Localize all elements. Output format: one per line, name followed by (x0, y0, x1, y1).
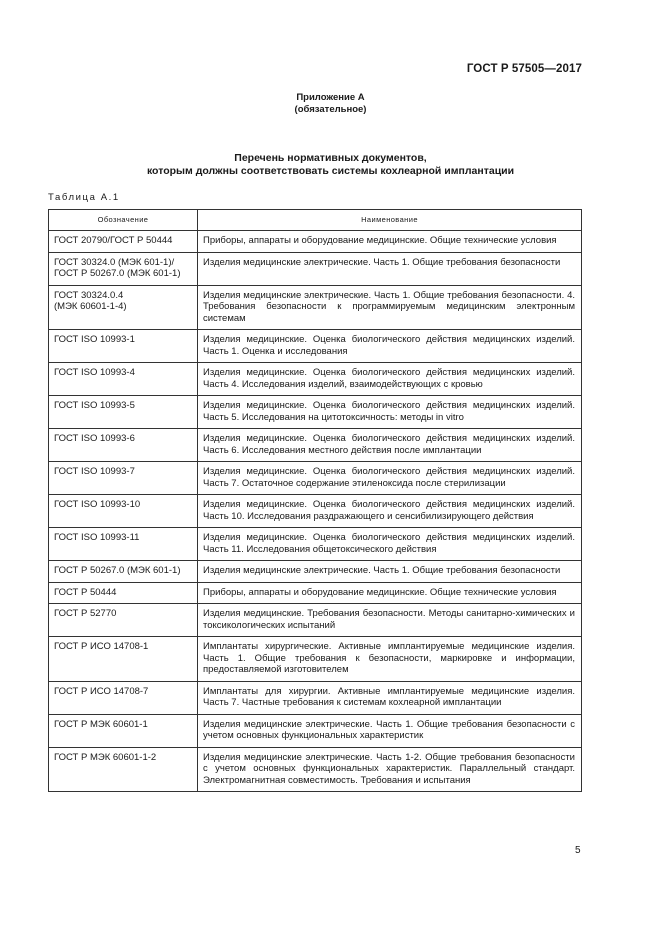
standard-designation: ГОСТ ISO 10993-4 (49, 363, 198, 396)
table-row (49, 681, 582, 714)
appendix-title: Приложение А (296, 92, 365, 103)
table-header-row (49, 210, 582, 231)
standard-name: Изделия медицинские. Оценка биологического действия медицинских изделий. Часть 11. Исследования общетоксического действия (198, 528, 582, 561)
table-row (49, 495, 582, 528)
table-row (49, 252, 582, 285)
table-row (49, 396, 582, 429)
standard-designation: ГОСТ 30324.0 (МЭК 601-1)/ ГОСТ Р 50267.0 (МЭК 601-1) (49, 252, 198, 285)
standard-designation: ГОСТ Р ИСО 14708-1 (49, 637, 198, 682)
table-row (49, 231, 582, 253)
page-number: 5 (575, 845, 581, 856)
table-row (49, 363, 582, 396)
standard-designation: ГОСТ ISO 10993-10 (49, 495, 198, 528)
standard-designation: ГОСТ Р 50444 (49, 582, 198, 604)
standard-name: Изделия медицинские электрические. Часть 1. Общие требования безопасности с учетом основных функциональных характеристик (198, 714, 582, 747)
list-title (0, 152, 661, 178)
standard-designation: ГОСТ Р 52770 (49, 604, 198, 637)
table-row (49, 714, 582, 747)
standard-name: Изделия медицинские электрические. Часть 1. Общие требования безопасности (198, 252, 582, 285)
table-row (49, 561, 582, 583)
standard-designation: ГОСТ ISO 10993-7 (49, 462, 198, 495)
table-label: Таблица А.1 (48, 192, 120, 203)
standards-table (48, 209, 582, 792)
standard-designation: ГОСТ Р МЭК 60601-1 (49, 714, 198, 747)
list-title-line-1: Перечень нормативных документов, (234, 152, 427, 164)
table-row (49, 637, 582, 682)
table-row (49, 604, 582, 637)
appendix-heading (0, 92, 661, 116)
appendix-subtitle: (обязательное) (294, 104, 367, 115)
standard-designation: ГОСТ ISO 10993-11 (49, 528, 198, 561)
standard-name: Имплантаты для хирургии. Активные имплантируемые медицинские изделия. Часть 7. Частные требования к системам кохлеарной имплантации (198, 681, 582, 714)
standard-name: Приборы, аппараты и оборудование медицинские. Общие технические условия (198, 582, 582, 604)
standard-designation: ГОСТ Р МЭК 60601-1-2 (49, 747, 198, 792)
table-row (49, 528, 582, 561)
standard-name: Изделия медицинские. Оценка биологического действия медицинских изделий. Часть 6. Исследования местного действия после имплантации (198, 429, 582, 462)
standard-designation: ГОСТ ISO 10993-5 (49, 396, 198, 429)
standard-name: Изделия медицинские. Оценка биологического действия медицинских изделий. Часть 10. Исследования раздражающего и сенсибилизирующего действия (198, 495, 582, 528)
standard-name: Изделия медицинские. Оценка биологического действия медицинских изделий. Часть 5. Исследования на цитотоксичность: методы in vitro (198, 396, 582, 429)
standard-designation: ГОСТ Р ИСО 14708-7 (49, 681, 198, 714)
column-header-designation: Обозначение (49, 210, 198, 231)
standard-designation: ГОСТ ISO 10993-6 (49, 429, 198, 462)
standard-name: Имплантаты хирургические. Активные имплантируемые медицинские изделия. Часть 1. Общие требования к безопасности, маркировке и информации, предоставляемой изготовителем (198, 637, 582, 682)
standard-name: Изделия медицинские. Оценка биологического действия медицинских изделий. Часть 1. Оценка и исследования (198, 330, 582, 363)
standard-name: Изделия медицинские электрические. Часть 1-2. Общие требования безопасности с учетом основных функциональных характеристик. Параллельный стандарт. Электромагнитная совместимость. Требования и испытания (198, 747, 582, 792)
standard-designation: ГОСТ 30324.0.4 (МЭК 60601-1-4) (49, 285, 198, 330)
standard-designation: ГОСТ 20790/ГОСТ Р 50444 (49, 231, 198, 253)
standard-name: Изделия медицинские. Оценка биологического действия медицинских изделий. Часть 4. Исследования изделий, взаимодействующих с кровью (198, 363, 582, 396)
table-row (49, 429, 582, 462)
standard-name: Изделия медицинские. Требования безопасности. Методы санитарно-химических и токсикологических испытаний (198, 604, 582, 637)
standard-name: Изделия медицинские электрические. Часть 1. Общие требования безопасности. 4. Требования безопасности к программируемым медицинским электронным системам (198, 285, 582, 330)
standard-number: ГОСТ Р 57505—2017 (466, 63, 582, 75)
table-row (49, 285, 582, 330)
standard-name: Приборы, аппараты и оборудование медицинские. Общие технические условия (198, 231, 582, 253)
table-row (49, 582, 582, 604)
standard-designation: ГОСТ ISO 10993-1 (49, 330, 198, 363)
list-title-line-2: которым должны соответствовать системы кохлеарной имплантации (146, 165, 515, 177)
standard-name: Изделия медицинские. Оценка биологического действия медицинских изделий. Часть 7. Остаточное содержание этиленоксида после стерилизации (198, 462, 582, 495)
standard-name: Изделия медицинские электрические. Часть 1. Общие требования безопасности (198, 561, 582, 583)
standard-designation: ГОСТ Р 50267.0 (МЭК 601-1) (49, 561, 198, 583)
table-row (49, 747, 582, 792)
column-header-name: Наименование (198, 210, 582, 231)
table-row (49, 462, 582, 495)
table-row (49, 330, 582, 363)
